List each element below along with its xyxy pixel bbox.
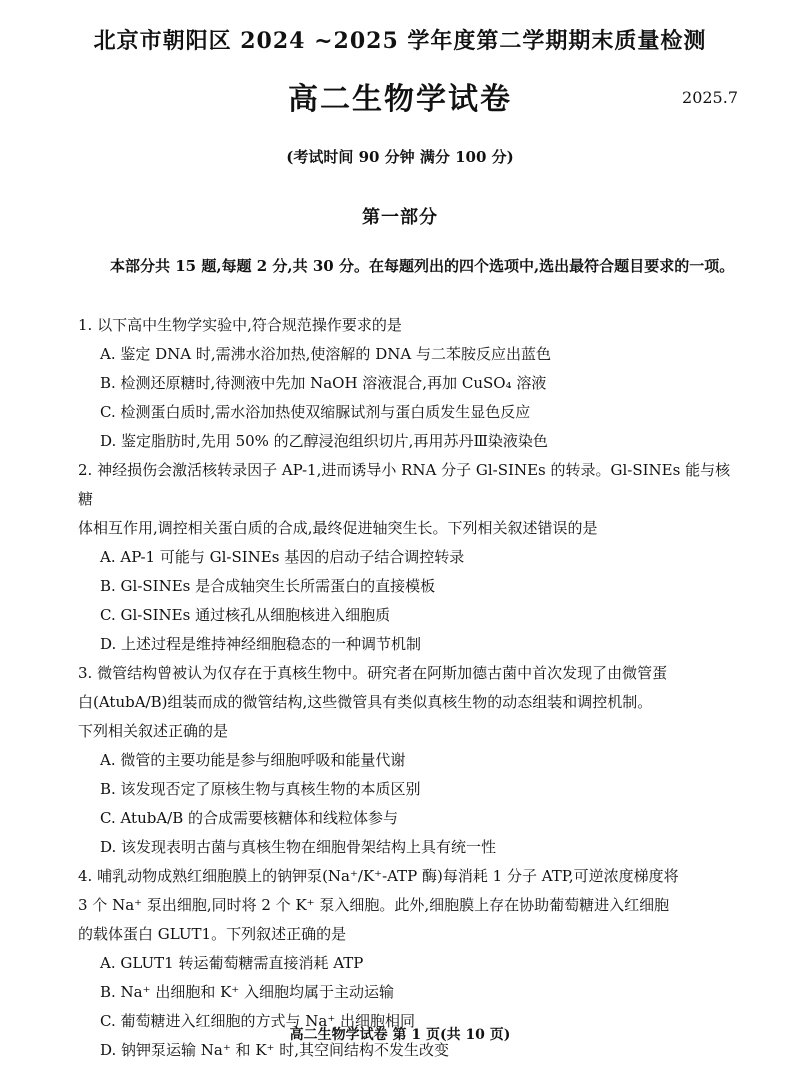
page-title: 高二生物学试卷 (288, 82, 512, 117)
question-option: B. 检测还原糖时,待测液中先加 NaOH 溶液混合,再加 CuSO₄ 溶液 (100, 374, 547, 392)
question-2 (78, 456, 738, 659)
question-list (78, 311, 738, 1065)
question-option: B. Gl-SINEs 是合成轴突生长所需蛋白的直接模板 (100, 577, 436, 595)
page-footer: 高二生物学试卷 第 1 页(共 10 页) (289, 1027, 511, 1043)
question-option: D. 钠钾泵运输 Na⁺ 和 K⁺ 时,其空间结构不发生改变 (100, 1041, 449, 1059)
question-stem-line: 2. 神经损伤会激活核转录因子 AP-1,进而诱导小 RNA 分子 Gl-SINEs 的转录。Gl-SINEs 能与核糖 (78, 461, 731, 508)
question-stem-line: 4. 哺乳动物成熟红细胞膜上的钠钾泵(Na⁺/K⁺-ATP 酶)每消耗 1 分子 ATP,可逆浓度梯度将 (78, 867, 679, 885)
question-stem-line: 1. 以下高中生物学实验中,符合规范操作要求的是 (78, 316, 402, 334)
part-instructions: 本部分共 15 题,每题 2 分,共 30 分。在每题列出的四个选项中,选出最符合题目要求的一项。 (110, 257, 735, 275)
exam-info: (考试时间 90 分钟 满分 100 分) (286, 148, 514, 166)
question-stem-line: 3 个 Na⁺ 泵出细胞,同时将 2 个 K⁺ 泵入细胞。此外,细胞膜上存在协助葡萄糖进入红细胞 (78, 896, 670, 914)
question-option: C. 葡萄糖进入红细胞的方式与 Na⁺ 出细胞相同 (100, 1012, 416, 1030)
question-option: D. 上述过程是维持神经细胞稳态的一种调节机制 (100, 635, 422, 653)
question-option: C. AtubA/B 的合成需要核糖体和线粒体参与 (100, 809, 399, 827)
question-stem-line: 下列相关叙述正确的是 (78, 722, 229, 740)
question-stem-line: 的载体蛋白 GLUT1。下列叙述正确的是 (78, 925, 347, 943)
question-option: D. 鉴定脂肪时,先用 50% 的乙醇浸泡组织切片,再用苏丹Ⅲ染液染色 (100, 432, 548, 450)
question-3 (78, 659, 738, 862)
exam-date: 2025.7 (682, 88, 738, 107)
question-option: D. 该发现表明古菌与真核生物在细胞骨架结构上具有统一性 (100, 838, 497, 856)
question-stem-line: 白(AtubA/B)组装而成的微管结构,这些微管具有类似真核生物的动态组装和调控机制。 (78, 693, 653, 711)
question-option: A. AP-1 可能与 Gl-SINEs 基因的启动子结合调控转录 (100, 548, 465, 566)
question-option: B. Na⁺ 出细胞和 K⁺ 入细胞均属于主动运输 (100, 983, 394, 1001)
question-stem-line: 体相互作用,调控相关蛋白质的合成,最终促进轴突生长。下列相关叙述错误的是 (78, 519, 598, 537)
question-1 (78, 311, 738, 456)
part-title: 第一部分 (362, 207, 438, 228)
exam-series-header: 北京市朝阳区 2024 ~2025 学年度第二学期期末质量检测 (93, 28, 707, 54)
question-option: A. 鉴定 DNA 时,需沸水浴加热,使溶解的 DNA 与二苯胺反应出蓝色 (100, 345, 551, 363)
question-option: A. GLUT1 转运葡萄糖需直接消耗 ATP (100, 954, 364, 972)
question-option: C. 检测蛋白质时,需水浴加热使双缩脲试剂与蛋白质发生显色反应 (100, 403, 531, 421)
question-option: A. 微管的主要功能是参与细胞呼吸和能量代谢 (100, 751, 406, 769)
question-stem-line: 3. 微管结构曾被认为仅存在于真核生物中。研究者在阿斯加德古菌中首次发现了由微管蛋 (78, 664, 668, 682)
question-option: C. Gl-SINEs 通过核孔从细胞核进入细胞质 (100, 606, 391, 624)
question-option: B. 该发现否定了原核生物与真核生物的本质区别 (100, 780, 421, 798)
